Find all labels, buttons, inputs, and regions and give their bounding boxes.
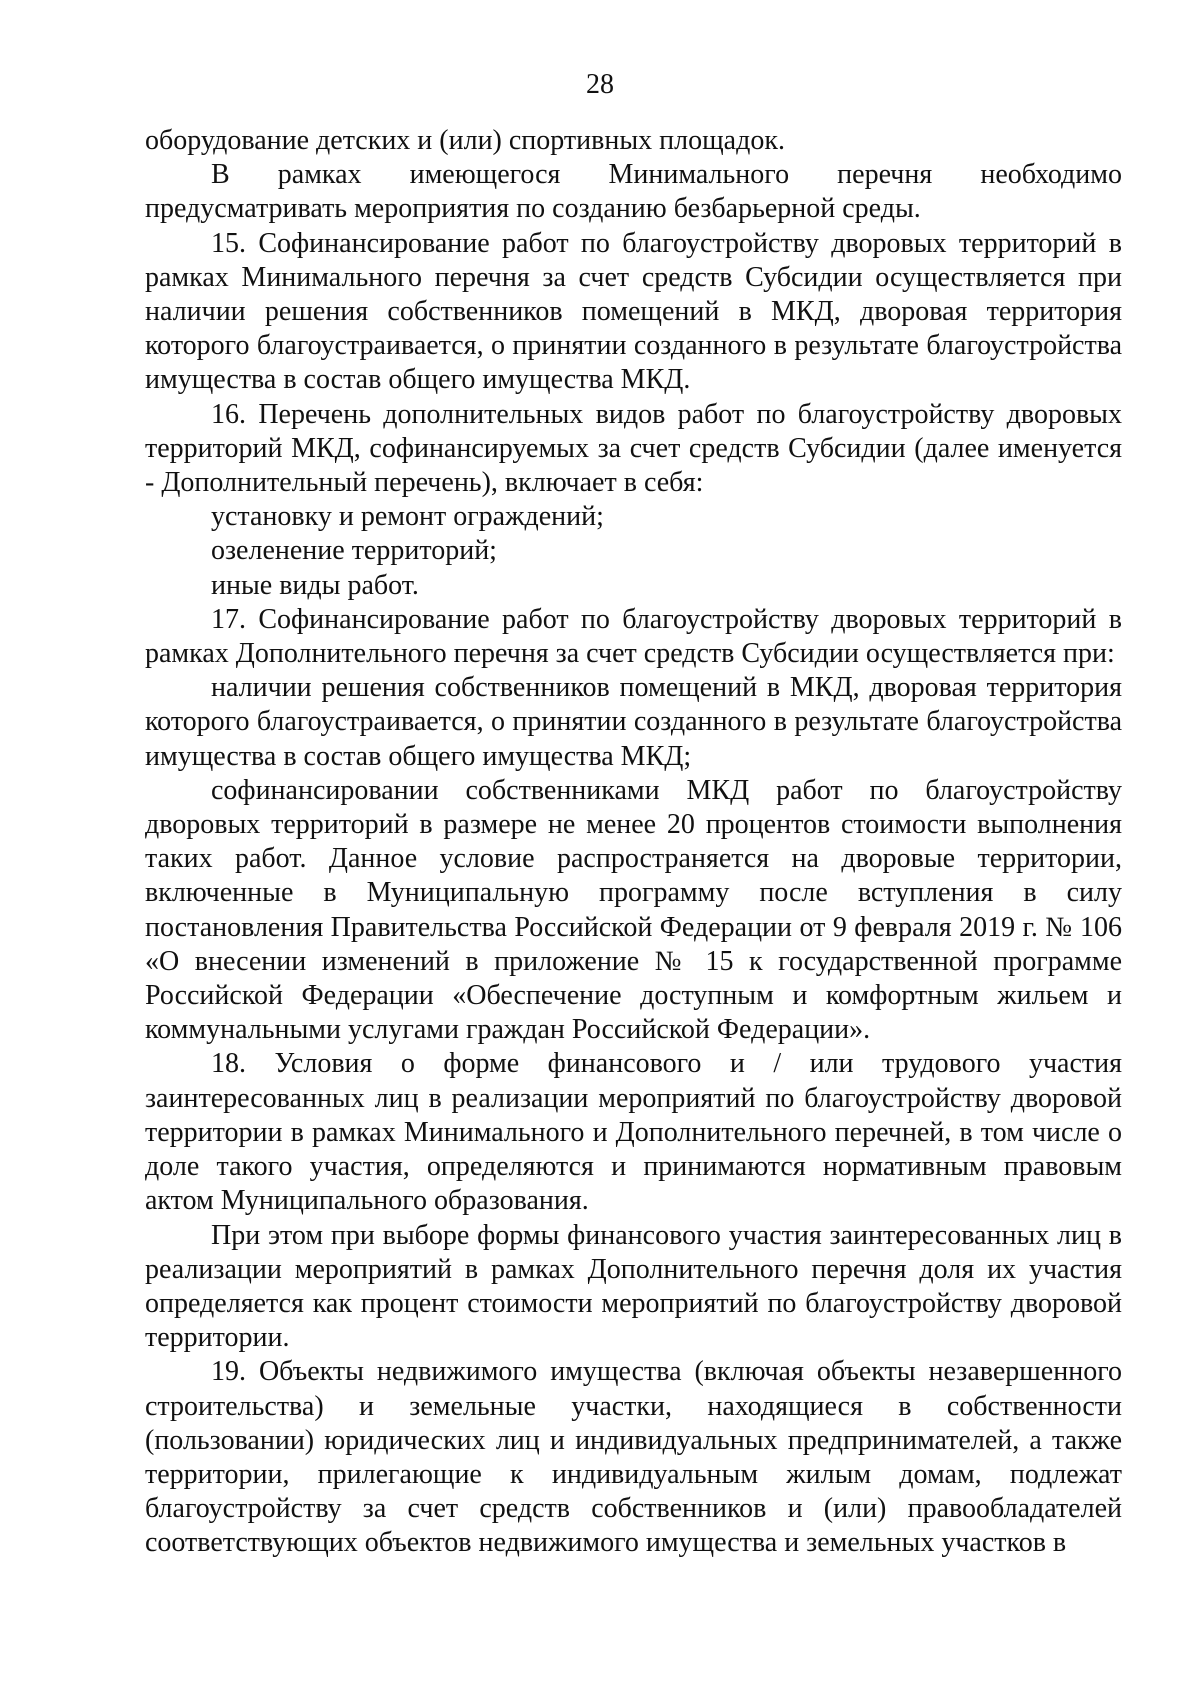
paragraph-18: 18. Условия о форме финансового и / или трудового участия заинтересованных лиц в реализации мероприятий по благоустройству дворовой территории в рамках Минимального и Дополнительного перечней, в том числе о доле такого участия, определяются и принимаются нормативным правовым актом Муниципального образования. (145, 1048, 1122, 1217)
paragraph-17-condition-decision: наличии решения собственников помещений в МКД, дворовая территория которого благоустраивается, о принятии созданного в результате благоустройства имущества в состав общего имущества МКД; (145, 672, 1122, 772)
paragraph-17: 17. Софинансирование работ по благоустройству дворовых территорий в рамках Дополнительного перечня за счет средств Субсидии осуществляется при: (145, 603, 1122, 670)
paragraph-continuation: оборудование детских и (или) спортивных площадок. (145, 125, 785, 156)
list-item-other-works: иные виды работ. (211, 569, 419, 601)
paragraph-barrier-free: В рамках имеющегося Минимального перечня необходимо предусматривать мероприятия по созданию безбарьерной среды. (145, 159, 1122, 225)
document-body (145, 124, 1122, 1561)
list-item-landscaping: озеленение территорий; (211, 535, 497, 567)
list-item-fencing: установку и ремонт ограждений; (211, 501, 604, 533)
paragraph-15: 15. Софинансирование работ по благоустройству дворовых территорий в рамках Минимального перечня за счет средств Субсидии осуществляется при наличии решения собственников помещений в МКД, дворовая территория которого благоустраивается, о принятии созданного в результате благоустройства имущества в состав общего имущества МКД. (145, 227, 1122, 396)
paragraph-18-share: При этом при выборе формы финансового участия заинтересованных лиц в реализации мероприятий в рамках Дополнительного перечня доля их участия определяется как процент стоимости мероприятий по благоустройству дворовой территории. (145, 1219, 1122, 1354)
paragraph-16: 16. Перечень дополнительных видов работ по благоустройству дворовых территорий МКД, софинансируемых за счет средств Субсидии (далее именуется - Дополнительный перечень), включает в себя: (145, 398, 1122, 499)
page-number: 28 (586, 69, 614, 100)
paragraph-19: 19. Объекты недвижимого имущества (включая объекты незавершенного строительства) и земельные участки, находящиеся в собственности (пользовании) юридических лиц и индивидуальных предпринимателей, а также территории, прилегающие к индивидуальным жилым домам, подлежат благоустройству за счет средств собственников и (или) правообладателей соответствующих объектов недвижимого имущества и земельных участков в (145, 1356, 1122, 1559)
paragraph-17-condition-cofinancing: софинансировании собственниками МКД работ по благоустройству дворовых территорий в размере не менее 20 процентов стоимости выполнения таких работ. Данное условие распространяется на дворовые территории, включенные в Муниципальную программу после вступления в силу постановления Правительства Российской Федерации от 9 февраля 2019 г. № 106 «О внесении изменений в приложение № 15 к государственной программе Российской Федерации «Обеспечение доступным и комфортным жильем и коммунальными услугами граждан Российской Федерации». (145, 774, 1122, 1046)
